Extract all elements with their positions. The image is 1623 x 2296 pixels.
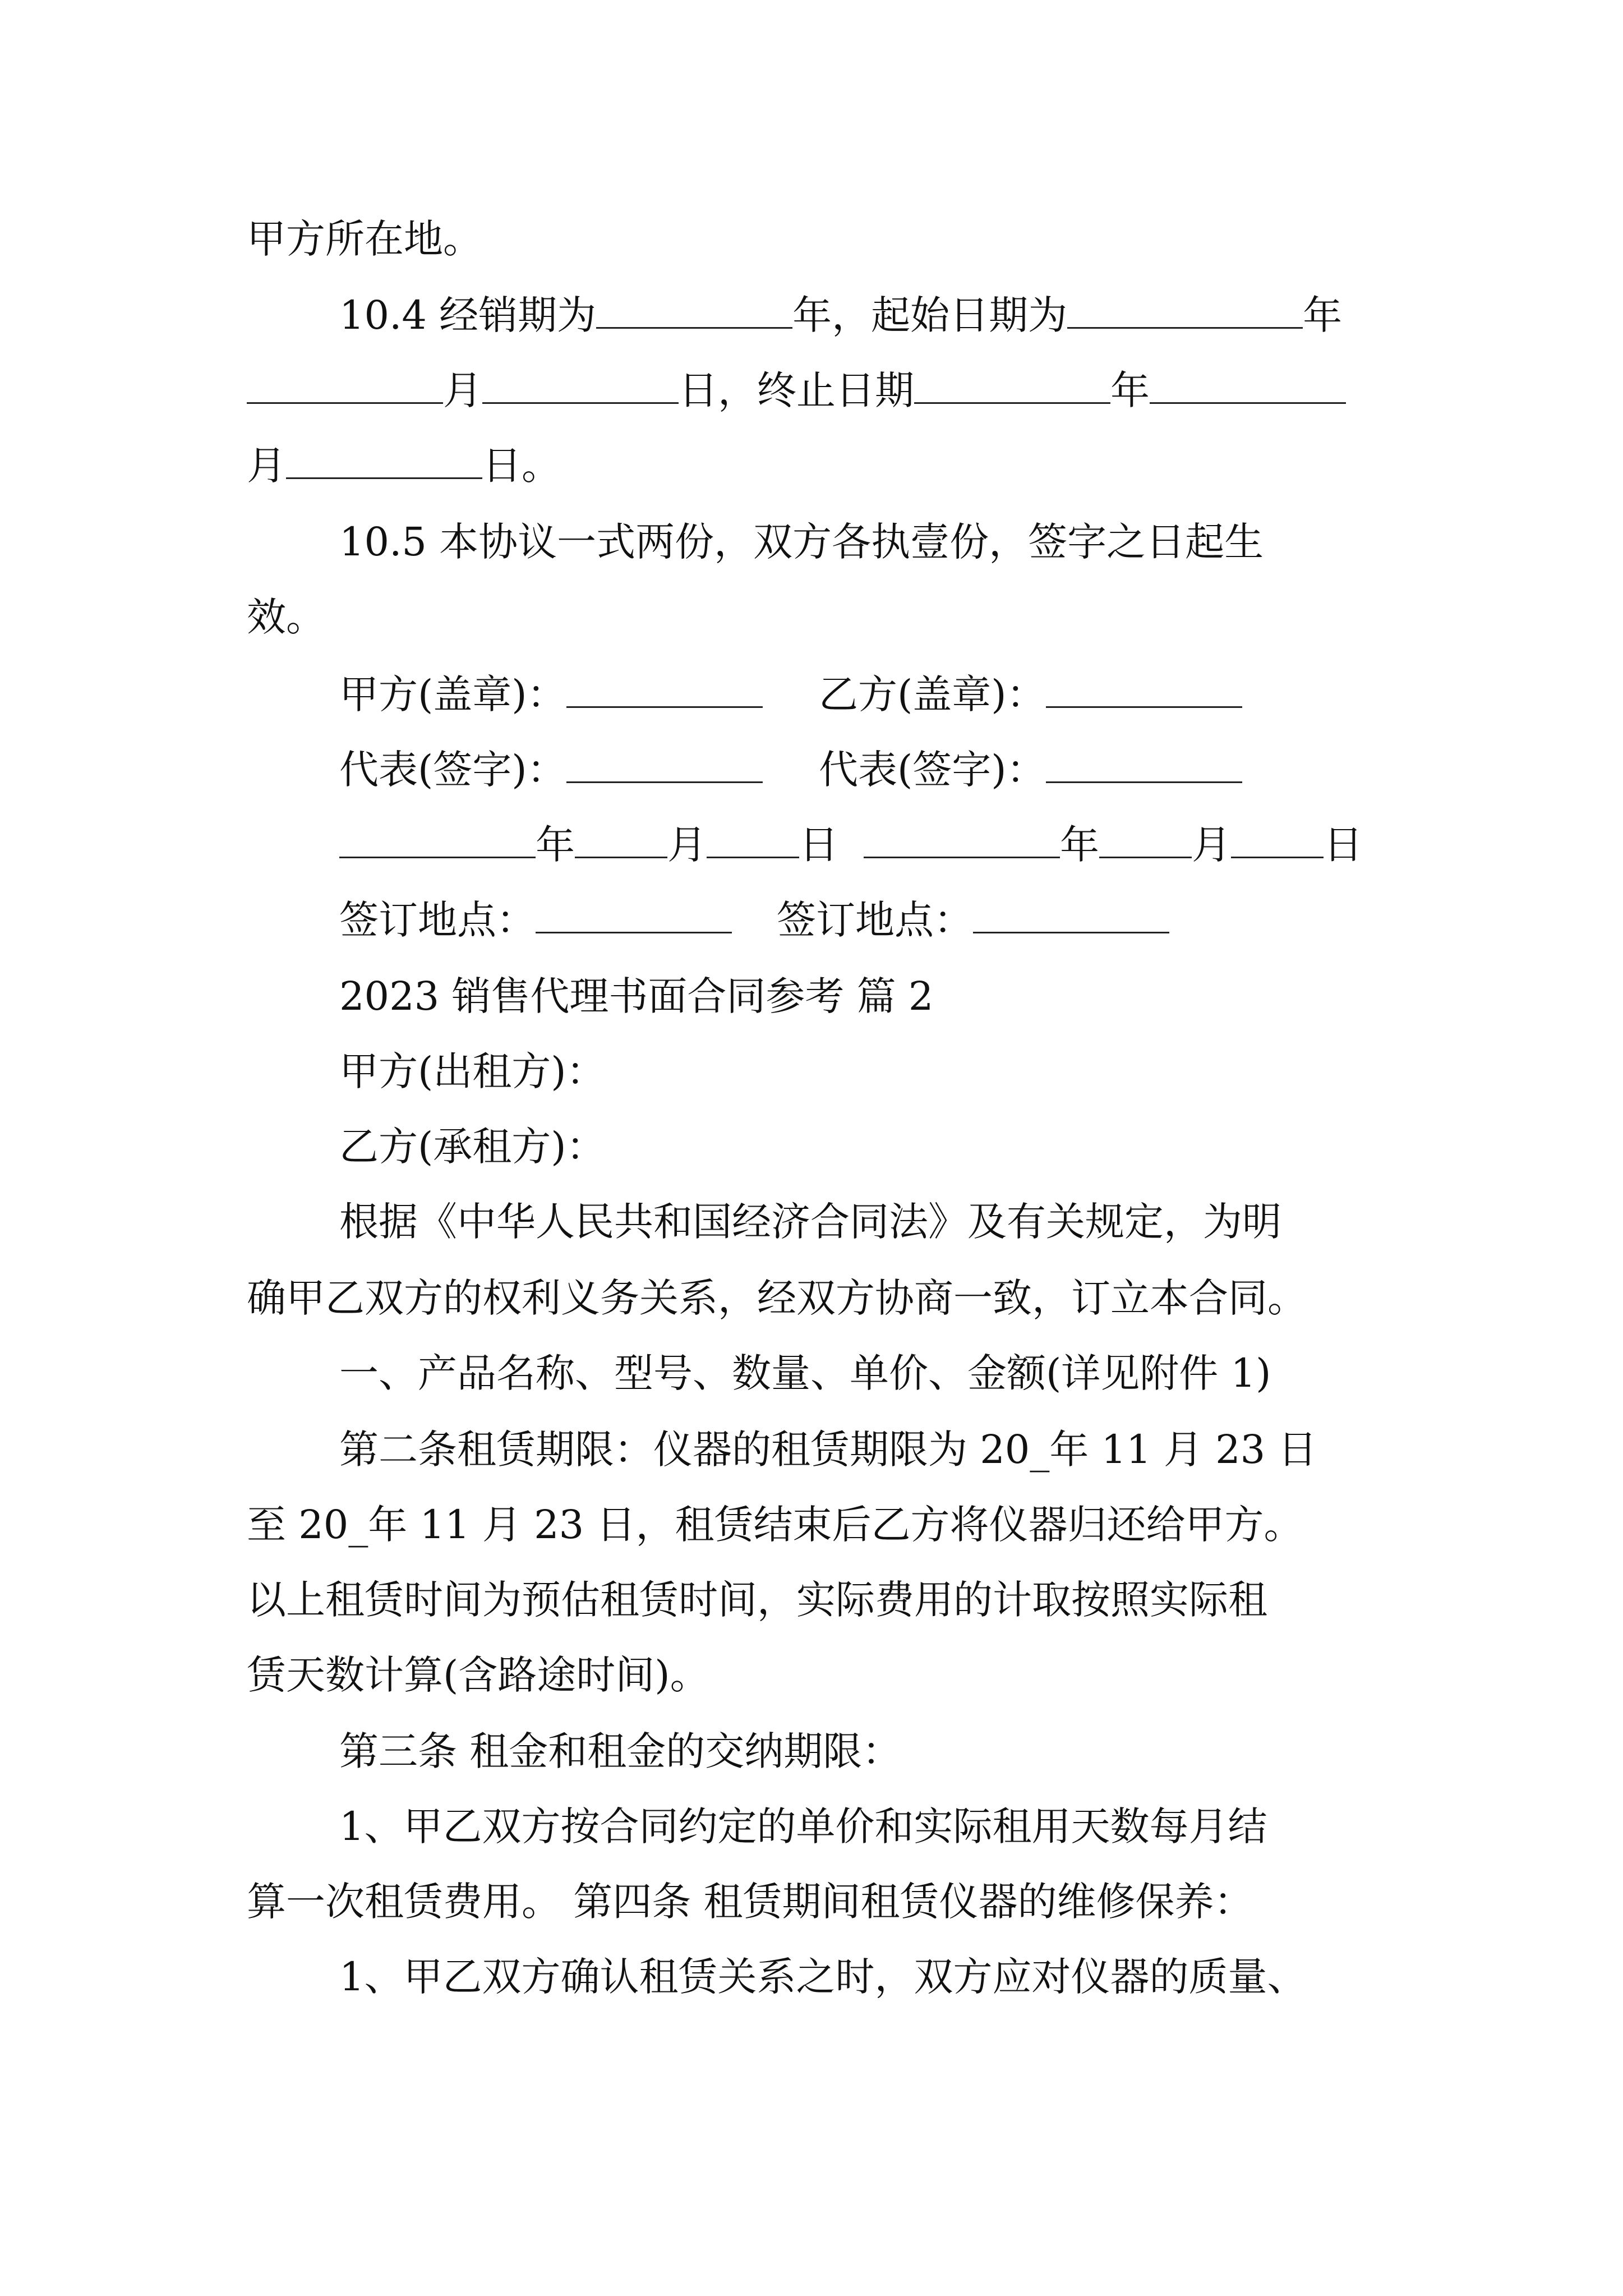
text-line: 赁天数计算(含路途时间)。: [247, 1652, 709, 1698]
party-a-place: [339, 893, 732, 947]
month-label: 月: [1192, 822, 1231, 868]
text-line-dates: [247, 364, 1346, 417]
text-line: 至 20_年 11 月 23 日，租赁结束后乙方将仪器归还给甲方。: [247, 1502, 1303, 1548]
blank-field: [536, 895, 732, 933]
text-line: 1、甲乙双方按合同约定的单价和实际租用天数每月结: [339, 1803, 1267, 1849]
party-b-place: [777, 893, 1169, 947]
text-line: 第二条租赁期限：仪器的租赁期限为 20_年 11 月 23 日: [339, 1427, 1317, 1473]
month-label: 月: [247, 443, 286, 489]
section-heading: 2023 销售代理书面合同参考 篇 2: [339, 973, 934, 1019]
text-line: 第三条 租金和租金的交纳期限：: [339, 1728, 902, 1774]
text-line: 10.5 本协议一式两份，双方各执壹份，签字之日起生: [339, 519, 1264, 565]
party-a-seal-label: 甲方(盖章)：: [339, 671, 566, 717]
blank-field: [864, 820, 1060, 858]
blank-field: [339, 820, 536, 858]
blank-field: [566, 744, 763, 783]
text-line: 以上租赁时间为预估租赁时间，实际费用的计取按照实际租: [247, 1577, 1267, 1623]
text-line: 算一次租赁费用。 第四条 租赁期间租赁仪器的维修保养：: [247, 1879, 1253, 1925]
party-a-rep: [339, 743, 763, 797]
year-label: 年: [1303, 292, 1343, 338]
blank-field: [1231, 820, 1324, 858]
blank-field: [1067, 290, 1303, 329]
party-a-seal: [339, 668, 763, 721]
text-line-term: [339, 288, 1342, 342]
party-b-rep-label: 代表(签字)：: [819, 747, 1046, 793]
blank-field: [575, 820, 667, 858]
party-b-seal: [819, 668, 1242, 721]
day-label: 日: [799, 822, 838, 868]
party-b-date: [864, 818, 1363, 872]
end-date-label: 日，终止日期: [679, 367, 914, 413]
text-line-end: [247, 439, 561, 493]
text-line: 效。: [247, 594, 325, 640]
blank-field: [596, 290, 792, 329]
text-line: 乙方(承租方)：: [339, 1124, 606, 1170]
start-date-label: 年，起始日期为: [792, 292, 1068, 338]
year-label: 年: [1060, 822, 1099, 868]
year-label: 年: [1110, 367, 1150, 413]
party-a-place-label: 签订地点：: [339, 897, 536, 943]
text-line: 一、产品名称、型号、数量、单价、金额(详见附件 1): [339, 1350, 1271, 1396]
text-line: 甲方(出租方)：: [339, 1048, 606, 1094]
party-b-place-label: 签订地点：: [777, 897, 973, 943]
term-label: 10.4 经销期为: [339, 292, 597, 338]
year-label: 年: [536, 822, 575, 868]
blank-field: [1099, 820, 1192, 858]
text-line: 1、甲乙双方确认租赁关系之时，双方应对仪器的质量、: [339, 1954, 1307, 2000]
text-line: 确甲乙双方的权利义务关系，经双方协商一致，订立本合同。: [247, 1275, 1307, 1321]
blank-field: [286, 440, 482, 479]
blank-field: [247, 365, 443, 404]
blank-field: [973, 895, 1169, 933]
party-b-seal-label: 乙方(盖章)：: [819, 671, 1046, 717]
blank-field: [1046, 669, 1242, 708]
blank-field: [566, 669, 763, 708]
text-line: 甲方所在地。: [247, 216, 482, 262]
blank-field: [914, 365, 1110, 404]
day-label: 日。: [482, 443, 561, 489]
party-b-rep: [819, 743, 1242, 797]
text-line: 根据《中华人民共和国经济合同法》及有关规定，为明: [339, 1199, 1281, 1245]
party-a-date: [339, 818, 838, 872]
blank-field: [1046, 744, 1242, 783]
blank-field: [1150, 365, 1346, 404]
party-a-rep-label: 代表(签字)：: [339, 747, 566, 793]
day-label: 日: [1324, 822, 1363, 868]
month-label: 月: [443, 367, 482, 413]
blank-field: [707, 820, 799, 858]
month-label: 月: [667, 822, 707, 868]
blank-field: [482, 365, 679, 404]
